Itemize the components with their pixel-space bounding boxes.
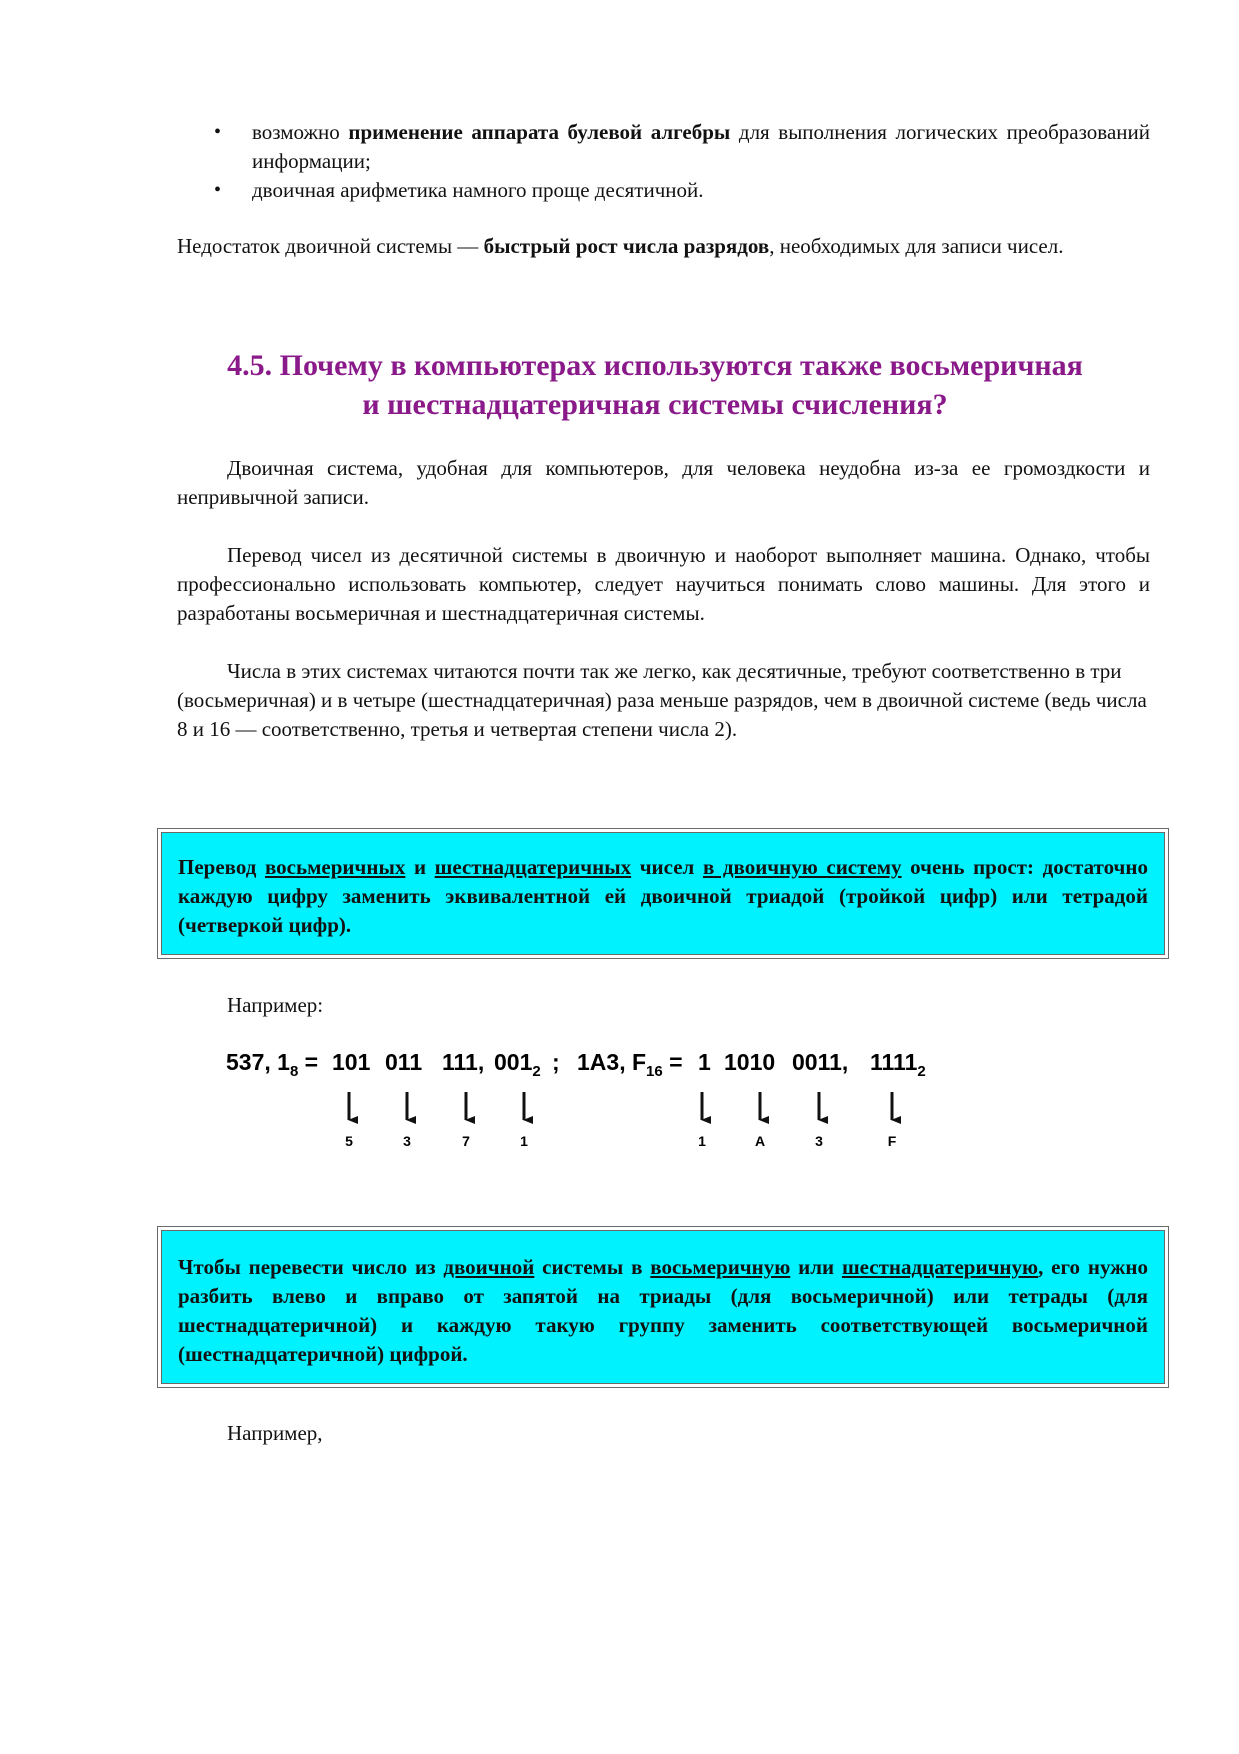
binary-group: 1 xyxy=(698,1049,711,1075)
binary-group: 111, xyxy=(442,1049,485,1075)
section-title: 4.5. Почему в компьютерах используются также восьмеричная и шестнадцатеричная системы счисления? xyxy=(227,349,1083,421)
binary-group: $001_2$ xyxy=(494,1049,541,1080)
hex-digit: 1 xyxy=(698,1133,706,1149)
advantages-list xyxy=(214,118,1150,205)
paragraph: Перевод чисел из десятичной системы в двоичную и наоборот выполняет машина. Однако, чтобы профессионально использовать компьютер, следует научиться понимать слово машины. Для этого и разработаны восьмеричная и шестнадцатеричная системы. xyxy=(177,543,1150,625)
hex-digit: F xyxy=(887,1133,897,1149)
callout-text: Чтобы перевести число из двоичной системы в восьмеричную или шестнадцатеричную, его нужно разбить влево и вправо от запятой на триады (для восьмеричной) или тетрады (для шестнадцатеричной) и каждую такую группу заменить соответствующей восьмеричной (шестнадцатеричной) цифрой. xyxy=(178,1255,1149,1366)
disadvantage-paragraph: Недостаток двоичной системы — быстрый рост числа разрядов, необходимых для записи чисел. xyxy=(177,234,1064,258)
bold-phrase: применение аппарата булевой алгебры xyxy=(348,120,731,144)
callout-text: Перевод восьмеричных и шестнадцатеричных чисел в двоичную систему очень прост: достаточно каждую цифру заменить эквивалентной ей двоичной триадой (тройкой цифр) или тетрадой (четверкой цифр). xyxy=(178,855,1148,937)
list-item: • возможно применение аппарата булевой алгебры для выполнения логических преобразований информации; xyxy=(214,118,1150,176)
octal-digit: 1 xyxy=(520,1133,528,1149)
list-item: • двоичная арифметика намного проще десятичной. xyxy=(214,176,1150,205)
rule-callout-binary-to-octal-hex xyxy=(157,1226,1169,1388)
octal-digit: 5 xyxy=(345,1133,353,1149)
octal-digit: 3 xyxy=(403,1133,411,1149)
conversion-example-figure xyxy=(222,1040,952,1160)
binary-group: 1010 xyxy=(724,1049,776,1075)
binary-group: $1111_2$ xyxy=(870,1049,926,1080)
rule-callout-octal-hex-to-binary xyxy=(157,828,1169,959)
binary-group: 101 xyxy=(332,1049,371,1075)
example-label: Например, xyxy=(227,1421,323,1445)
octal-number: 537, $1_8$ = xyxy=(226,1049,319,1080)
hex-number: 1A3, $F_{16}$ = xyxy=(577,1049,683,1080)
binary-group: 011 xyxy=(385,1049,423,1075)
paragraph: Двоичная система, удобная для компьютеров, для человека неудобна из-за ее громоздкости и непривычной записи. xyxy=(177,456,1150,509)
hex-digit: A xyxy=(754,1133,766,1149)
example-label: Например: xyxy=(227,993,324,1017)
binary-group: 0011, xyxy=(792,1049,849,1075)
paragraph: Числа в этих системах читаются почти так же легко, как десятичные, требуют соответственно в три (восьмеричная) и в четыре (шестнадцатеричная) раза меньше разрядов, чем в двоичной системе (ведь числа 8 и 16 — соответственно, третья и четвертая степени числа 2). xyxy=(177,659,1147,741)
expression-separator: ; xyxy=(552,1049,560,1075)
hex-digit: 3 xyxy=(815,1133,823,1149)
octal-digit: 7 xyxy=(462,1133,470,1149)
bold-phrase: быстрый рост числа разрядов xyxy=(483,234,770,258)
